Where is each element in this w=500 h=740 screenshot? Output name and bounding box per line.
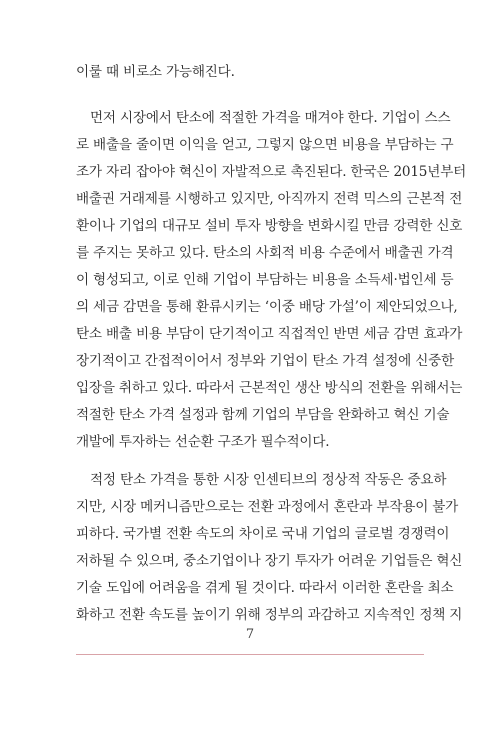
text-line: 먼저 시장에서 탄소에 적절한 가격을 매겨야 한다. 기업이 스스 (90, 110, 451, 126)
text-line: 피하다. 국가별 전환 속도의 차이로 국내 기업의 글로벌 경쟁력이 (76, 526, 450, 542)
text-line: 장기적이고 간접적이어서 정부와 기업이 탄소 가격 설정에 신중한 (76, 353, 454, 369)
text-line: 이룰 때 비로소 가능해진다. (76, 64, 235, 80)
text-line: 로 배출을 줄이면 이익을 얻고, 그렇지 않으면 비용을 부담하는 구 (76, 137, 454, 153)
text-line: 배출권 거래제를 시행하고 있지만, 아직까지 전력 믹스의 근본적 전 (76, 191, 463, 207)
text-line: 적정 탄소 가격을 통한 시장 인센티브의 정상적 작동은 중요하 (90, 472, 447, 488)
text-line: 환이나 기업의 대규모 설비 투자 방향을 변화시킬 만큼 강력한 신호 (76, 218, 463, 234)
text-line: 기술 도입에 어려움을 겪게 될 것이다. 따라서 이러한 혼란을 최소 (76, 580, 454, 596)
text-line: 를 주지는 못하고 있다. 탄소의 사회적 비용 수준에서 배출권 가격 (76, 245, 454, 261)
text-line: 적절한 탄소 가격 설정과 함께 기업의 부담을 완화하고 혁신 기술 (76, 407, 450, 423)
text-line: 이 형성되고, 이로 인해 기업이 부담하는 비용을 소득세·법인세 등 (76, 272, 454, 288)
text-line: 조가 자리 잡아야 혁신이 자발적으로 촉진된다. 한국은 2015년부터 (76, 164, 467, 180)
text-line: 탄소 배출 비용 부담이 단기적이고 직접적인 반면 세금 감면 효과가 (76, 326, 463, 342)
text-line: 저하될 수 있으며, 중소기업이나 장기 투자가 어려운 기업들은 혁신 (76, 553, 463, 569)
text-line: 개발에 투자하는 선순환 구조가 필수적이다. (76, 434, 330, 450)
text-line: 의 세금 감면을 통해 환류시키는 ‘이중 배당 가설’이 제안되었으나, (76, 299, 458, 315)
text-line: 지만, 시장 메커니즘만으로는 전환 과정에서 혼란과 부작용이 불가 (76, 499, 459, 515)
text-line: 입장을 취하고 있다. 따라서 근본적인 생산 방식의 전환을 위해서는 (76, 380, 463, 396)
page-number: 7 (245, 627, 255, 642)
text-line: 화하고 전환 속도를 높이기 위해 정부의 과감하고 지속적인 정책 지 (76, 607, 463, 623)
footer-rule (76, 654, 424, 655)
